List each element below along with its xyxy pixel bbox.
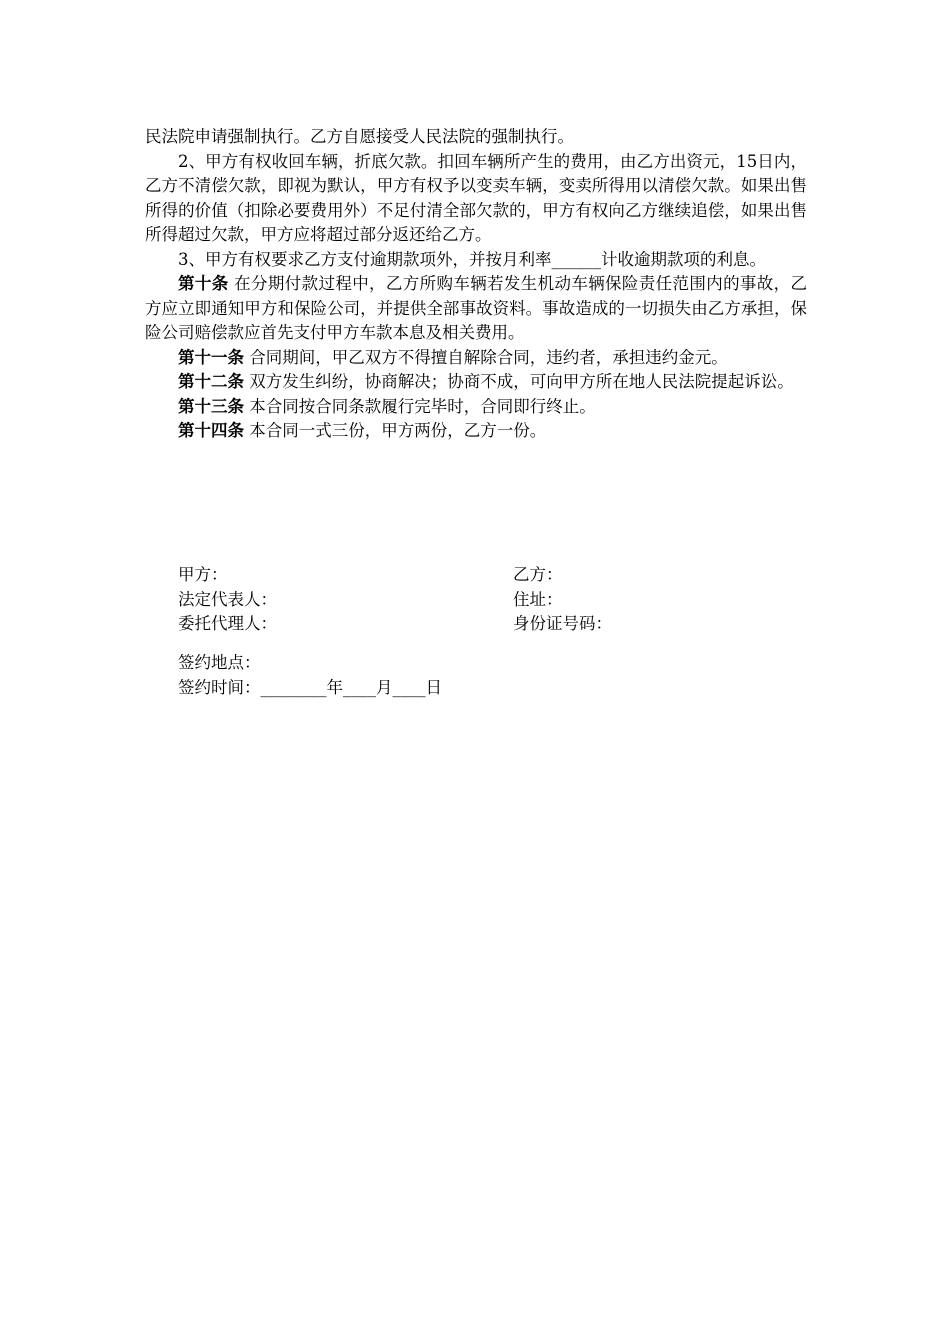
contract-body	[145, 125, 807, 444]
article-14-heading: 第十四条	[178, 421, 244, 440]
clause-2-repossession: 2、甲方有权收回车辆，折底欠款。扣回车辆所产生的费用，由乙方出资元，15日内，乙方不清偿欠款，即视为默认，甲方有权予以变卖车辆，变卖所得用以清偿欠款。如果出售所得的价值（扣除必要费用外）不足付清全部欠款的，甲方有权向乙方继续追偿，如果出售所得超过欠款，甲方应将超过部分返还给乙方。	[145, 151, 807, 244]
article-10	[145, 272, 807, 346]
legal-representative-label: 法定代表人：	[178, 589, 277, 609]
article-13-text: 本合同按合同条款履行完毕时，合同即行终止。	[244, 396, 596, 416]
signature-row	[178, 588, 778, 613]
signing-time: 签约时间：________年____月____日	[178, 677, 442, 697]
signature-block	[178, 563, 778, 637]
address-label: 住址：	[513, 589, 563, 609]
article-10-text: 在分期付款过程中，乙方所购车辆若发生机动车辆保险责任范围内的事故，乙方应立即通知甲方和保险公司，并提供全部事故资料。事故造成的一切损失由乙方承担，保险公司赔偿款应首先支付甲方车款本息及相关费用。	[145, 274, 807, 342]
signing-info	[178, 651, 778, 700]
article-11	[145, 346, 807, 371]
article-13	[145, 395, 807, 420]
party-b-label: 乙方：	[513, 565, 563, 584]
party-a-label: 甲方：	[178, 565, 228, 584]
signature-row	[178, 563, 778, 588]
article-14-text: 本合同一式三份，甲方两份，乙方一份。	[244, 421, 547, 440]
clause-3-late-interest: 3、甲方有权要求乙方支付逾期款项外，并按月利率______计收逾期款项的利息。	[178, 249, 766, 269]
article-12-text: 双方发生纠纷，协商解决；协商不成，可向甲方所在地人民法院提起诉讼。	[244, 372, 794, 391]
article-10-heading: 第十条	[178, 274, 229, 293]
article-13-heading: 第十三条	[178, 396, 244, 416]
authorized-agent-label: 委托代理人：	[178, 614, 277, 633]
signature-row	[178, 612, 778, 637]
signing-place: 签约地点：	[178, 653, 261, 672]
article-14	[145, 419, 807, 444]
article-12	[145, 370, 807, 395]
article-11-text: 合同期间，甲乙双方不得擅自解除合同，违约者，承担违约金元。	[244, 347, 728, 367]
paragraph-court-enforcement: 民法院申请强制执行。乙方自愿接受人民法院的强制执行。	[145, 127, 574, 146]
id-number-label: 身份证号码：	[513, 614, 612, 633]
article-11-heading: 第十一条	[178, 347, 244, 367]
article-12-heading: 第十二条	[178, 372, 244, 391]
